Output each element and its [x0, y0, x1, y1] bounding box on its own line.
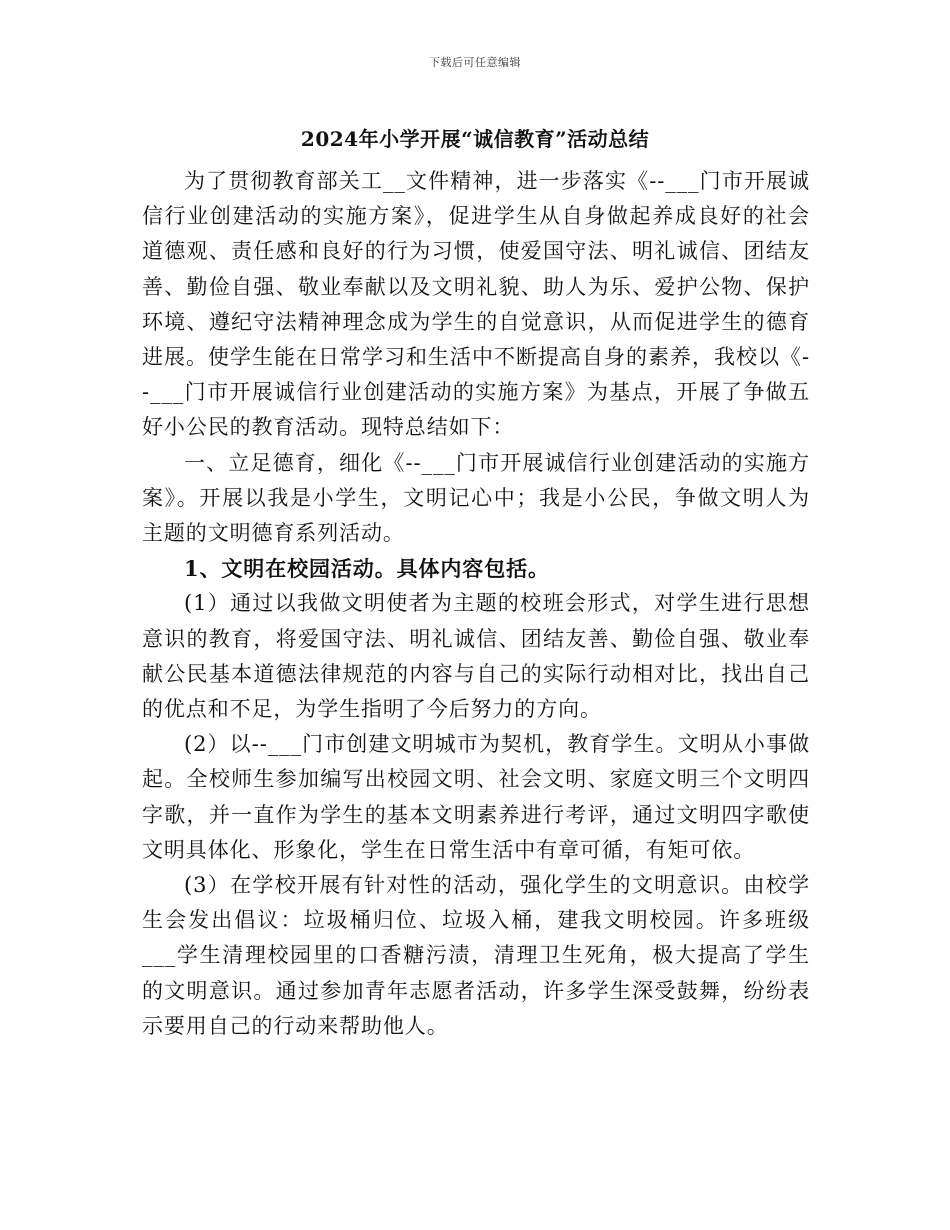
- header-note: 下载后可任意编辑: [429, 56, 521, 69]
- item-one-paragraph: (1）通过以我做文明使者为主题的校班会形式，对学生进行思想意识的教育，将爱国守法、明礼诚信、团结友善、勤俭自强、敬业奉献公民基本道德法律规范的内容与自己的实际行动相对比，找出自己的优点和不足，为学生指明了今后努力的方向。: [142, 591, 810, 722]
- item-two-paragraph: (2）以--___门市创建文明城市为契机，教育学生。文明从小事做起。全校师生参加编写出校园文明、社会文明、家庭文明三个文明四字歌，并一直作为学生的基本文明素养进行考评，通过文明四字歌使文明具体化、形象化，学生在日常生活中有章可循，有矩可依。: [142, 732, 810, 862]
- subsection-heading: 1、文明在校园活动。具体内容包括。: [184, 556, 550, 582]
- intro-paragraph: 为了贯彻教育部关工__文件精神，进一步落实《--___门市开展诚信行业创建活动的实施方案》，促进学生从自身做起养成良好的社会道德观、责任感和良好的行为习惯，使爱国守法、明礼诚信、团结友善、勤俭自强、敬业奉献以及文明礼貌、助人为乐、爱护公物、保护环境、遵纪守法精神理念成为学生的自觉意识，从而促进学生的德育进展。使学生能在日常学习和生活中不断提高自身的素养，我校以《--___门市开展诚信行业创建活动的实施方案》为基点，开展了争做五好小公民的教育活动。现特总结如下：: [142, 169, 810, 440]
- item-three-paragraph: (3）在学校开展有针对性的活动，强化学生的文明意识。由校学生会发出倡议：垃圾桶归位、垃圾入桶，建我文明校园。许多班级___学生清理校园里的口香糖污渍，清理卫生死角，极大提高了学生的文明意识。通过参加青年志愿者活动，许多学生深受鼓舞，纷纷表示要用自己的行动来帮助他人。: [142, 873, 810, 1038]
- document-title: 2024年小学开展“诚信教育”活动总结: [300, 127, 650, 151]
- section-one-paragraph: 一、立足德育，细化《--___门市开展诚信行业创建活动的实施方案》。开展以我是小学生，文明记心中；我是小公民，争做文明人为主题的文明德育系列活动。: [142, 450, 810, 546]
- document-body: [142, 164, 810, 1044]
